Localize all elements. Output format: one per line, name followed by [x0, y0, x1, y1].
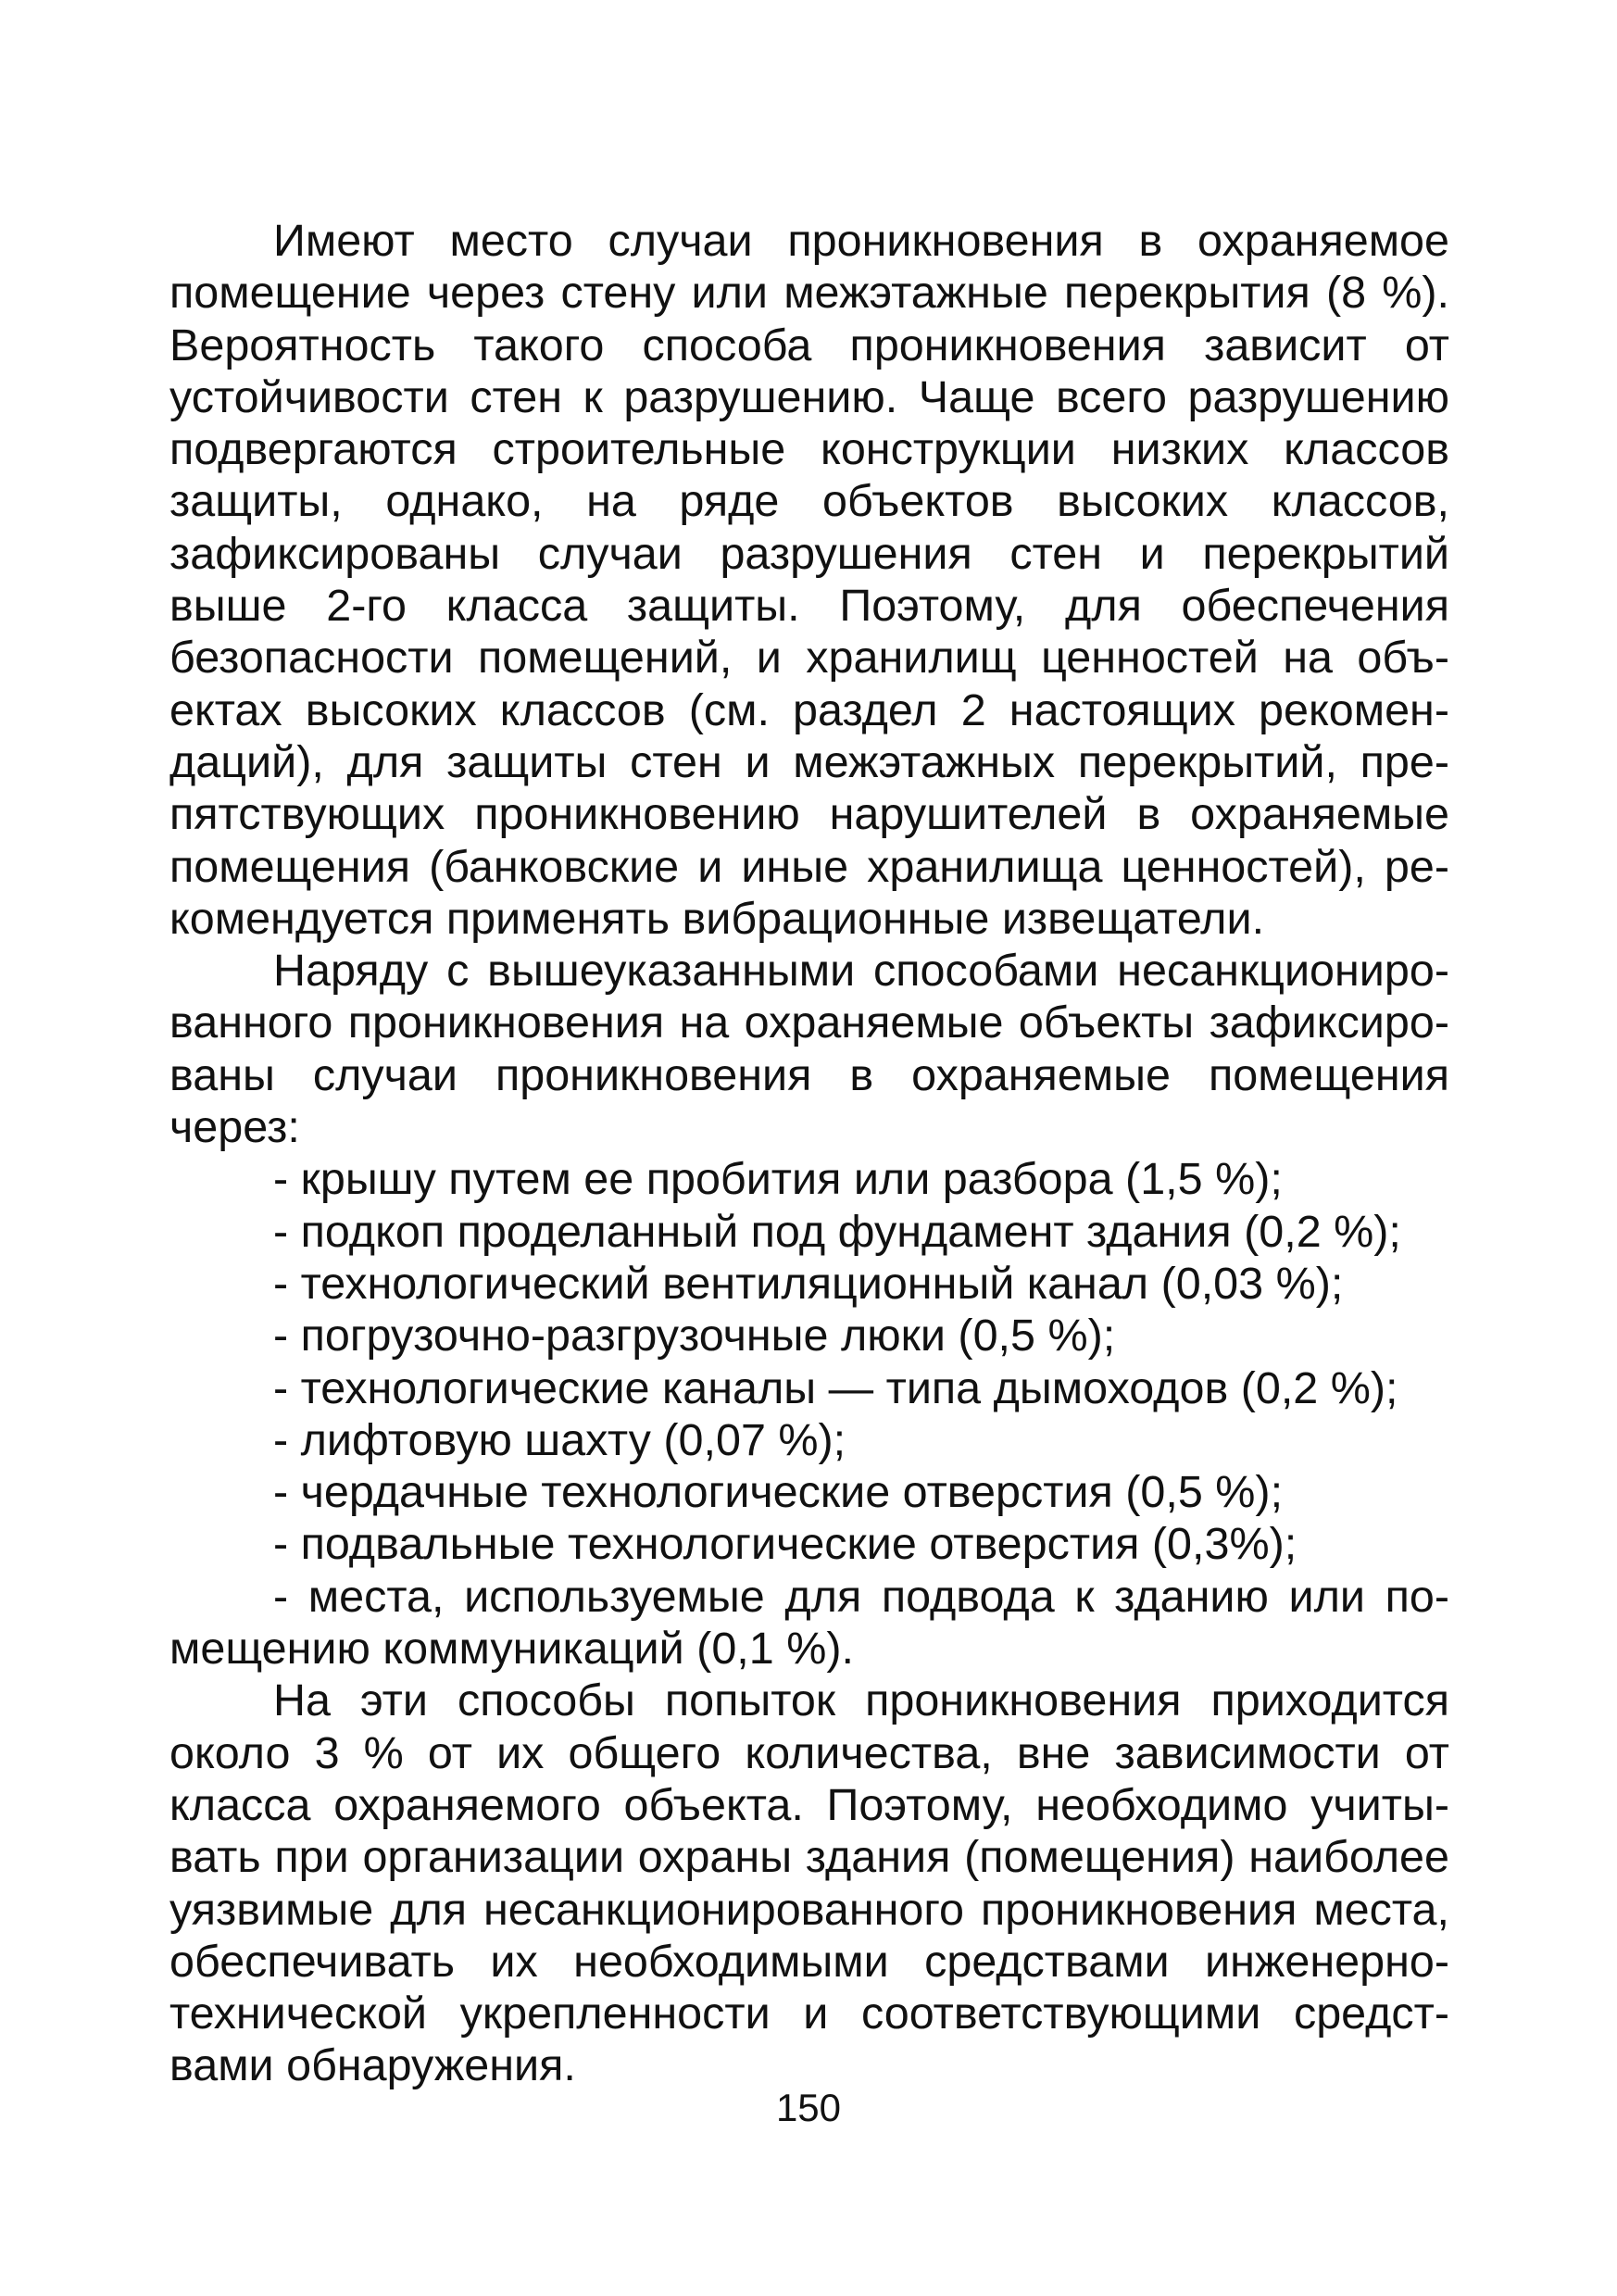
- paragraph-other-methods-intro: Наряду с вышеуказанными способами несанкционированного проникновения на охраняемые объекты зафиксированы случаи проникновения в охраняемые помещения через:: [169, 946, 1449, 1153]
- list-item: - технологические каналы — типа дымоходов (0,2 %);: [273, 1362, 1398, 1413]
- list-item: - места, используемые для подвода к зданию или помещению коммуникаций (0,1 %).: [169, 1571, 1449, 1675]
- list-item: - крышу путем ее пробития или разбора (1,5 %);: [273, 1154, 1283, 1205]
- list-item: - подкоп проделанный под фундамент здания (0,2 %);: [273, 1206, 1401, 1257]
- list-item: - подвальные технологические отверстия (0,3%);: [273, 1519, 1297, 1570]
- page-number: 150: [775, 2086, 842, 2129]
- list-item: - технологический вентиляционный канал (0,03 %);: [273, 1258, 1344, 1309]
- list-item: - погрузочно-разгрузочные люки (0,5 %);: [273, 1311, 1116, 1361]
- paragraph-walls-ceilings: Имеют место случаи проникновения в охраняемое помещение через стену или межэтажные перекрытия (8 %). Вероятность такого способа проникновения зависит от устойчивости стен к разрушению. Чаще всего разрушению подвергаются строительные конструкции низких классов защиты, однако, на ряде объектов высоких классов, зафиксированы случаи разрушения стен и перекрытий выше 2-го класса защиты. Поэтому, для обеспечения безопасности помещений, и хранилищ ценностей на объектах высоких классов (см. раздел 2 настоящих рекомендаций), для защиты стен и межэтажных перекрытий, препятствующих проникновению нарушителей в охраняемые помещения (банковские и иные хранилища ценностей), рекомендуется применять вибрационные извещатели.: [169, 216, 1449, 944]
- list-item: - чердачные технологические отверстия (0,5 %);: [273, 1467, 1284, 1518]
- page-body: [169, 215, 1449, 2092]
- list-item: - лифтовую шахту (0,07 %);: [273, 1414, 846, 1465]
- entry-methods-list: [169, 1153, 1449, 1675]
- paragraph-conclusion: На эти способы попыток проникновения приходится около 3 % от их общего количества, вне зависимости от класса охраняемого объекта. Поэтому, необходимо учитывать при организации охраны здания (помещения) наиболее уязвимые для несанкционированного проникновения места, обеспечивать их необходимыми средствами инженерно-технической укрепленности и соответствующими средствами обнаружения.: [169, 1675, 1449, 2091]
